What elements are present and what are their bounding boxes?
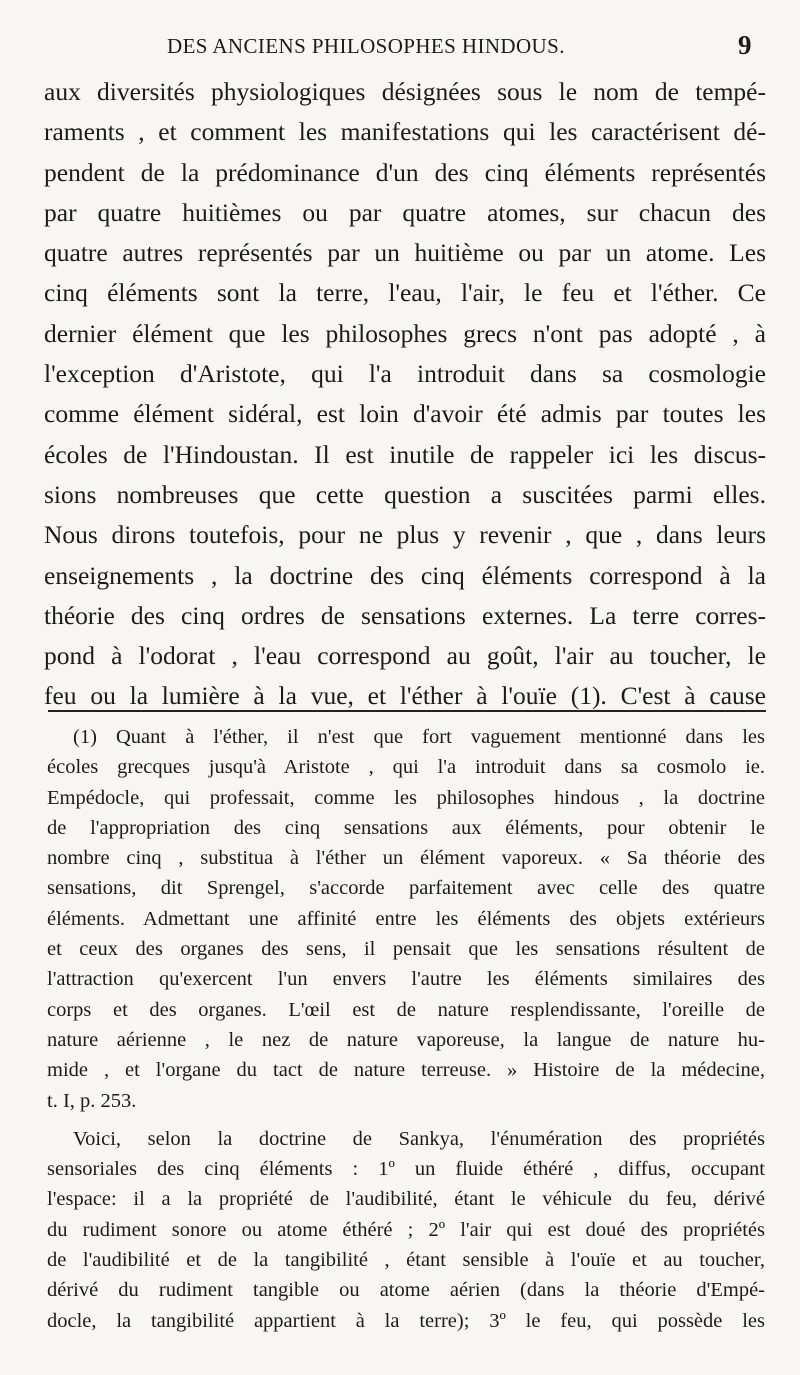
text-line: Nous dirons toutefois, pour ne plus y revenir , que , dans leurs — [44, 520, 766, 550]
text-line: comme élément sidéral, est loin d'avoir été admis par toutes les — [44, 399, 766, 429]
text-line: pendent de la prédominance d'un des cinq éléments représentés — [44, 157, 766, 187]
text-line: enseignements , la doctrine des cinq éléments correspond à la — [44, 560, 766, 590]
footnote-line: nature aérienne , le nez de nature vaporeuse, la langue de nature hu- — [47, 1028, 765, 1051]
note-paragraph-line: sensoriales des cinq éléments : 1º un fluide éthéré , diffus, occupant — [47, 1158, 765, 1181]
footnote-line: éléments. Admettant une affinité entre les éléments des objets extérieurs — [47, 907, 765, 930]
footnote-line: et ceux des organes des sens, il pensait que les sensations résultent de — [47, 938, 765, 961]
text-line: dernier élément que les philosophes grecs n'ont pas adopté , à — [44, 318, 766, 348]
text-line: aux diversités physiologiques désignées sous le nom de tempé- — [44, 77, 766, 106]
running-title: DES ANCIENS PHILOSOPHES HINDOUS. — [167, 34, 565, 58]
main-text — [44, 72, 766, 717]
footnote-line: corps et des organes. L'œil est de nature resplendissante, l'oreille de — [47, 998, 765, 1021]
note-paragraph-line: Voici, selon la doctrine de Sankya, l'énumération des propriétés — [73, 1127, 765, 1150]
footnote-line: nombre cinq , substitua à l'éther un élément vaporeux. « Sa théorie des — [47, 847, 765, 870]
footnote-line: t. I, p. 253. — [47, 1089, 137, 1112]
note-paragraph-line: l'espace: il a la propriété de l'audibilité, étant le véhicule du feu, dérivé — [47, 1188, 765, 1211]
note-paragraph-line: du rudiment sonore ou atome éthéré ; 2º l'air qui est doué des propriétés — [47, 1218, 765, 1241]
footnote-line: l'attraction qu'exercent l'un envers l'autre les éléments similaires des — [47, 968, 765, 991]
note-paragraph-line: dérivé du rudiment tangible ou atome aérien (dans la théorie d'Empé- — [47, 1279, 765, 1302]
text-line: l'exception d'Aristote, qui l'a introduit dans sa cosmologie — [44, 359, 766, 389]
page-header — [0, 30, 800, 70]
footnote-line: Empédocle, qui professait, comme les philosophes hindous , la doctrine — [47, 786, 765, 809]
text-line: quatre autres représentés par un huitième ou par un atome. Les — [44, 238, 766, 268]
page-number: 9 — [738, 30, 752, 60]
text-line: pond à l'odorat , l'eau correspond au goût, l'air au toucher, le — [44, 641, 766, 671]
text-line: sions nombreuses que cette question a suscitées parmi elles. — [44, 479, 766, 509]
note-paragraph-line: docle, la tangibilité appartient à la terre); 3º le feu, qui possède les — [47, 1309, 765, 1332]
text-line: raments , et comment les manifestations qui les caractérisent dé- — [44, 117, 766, 147]
text-line: théorie des cinq ordres de sensations externes. La terre corres- — [44, 600, 766, 630]
text-line: cinq éléments sont la terre, l'eau, l'air, le feu et l'éther. Ce — [44, 278, 766, 308]
note-paragraph-line: de l'audibilité et de la tangibilité , étant sensible à l'ouïe et au toucher, — [47, 1249, 765, 1272]
text-line: par quatre huitièmes ou par quatre atomes, sur chacun des — [44, 197, 766, 227]
text-line: écoles de l'Hindoustan. Il est inutile de rappeler ici les discus- — [44, 439, 766, 469]
text-line: feu ou la lumière à la vue, et l'éther à l'ouïe (1). C'est à cause — [44, 681, 766, 711]
footnote-line: mide , et l'organe du tact de nature terreuse. » Histoire de la médecine, — [47, 1059, 765, 1082]
footnotes — [47, 722, 765, 1336]
footnote-line: de l'appropriation des cinq sensations aux éléments, pour obtenir le — [47, 816, 765, 839]
footnote-separator — [48, 710, 766, 712]
footnote-line: écoles grecques jusqu'à Aristote , qui l'a introduit dans sa cosmolo ie. — [47, 756, 765, 779]
footnote-line: sensations, dit Sprengel, s'accorde parfaitement avec celle des quatre — [47, 877, 765, 900]
footnote-line: (1) Quant à l'éther, il n'est que fort vaguement mentionné dans les — [73, 726, 765, 748]
